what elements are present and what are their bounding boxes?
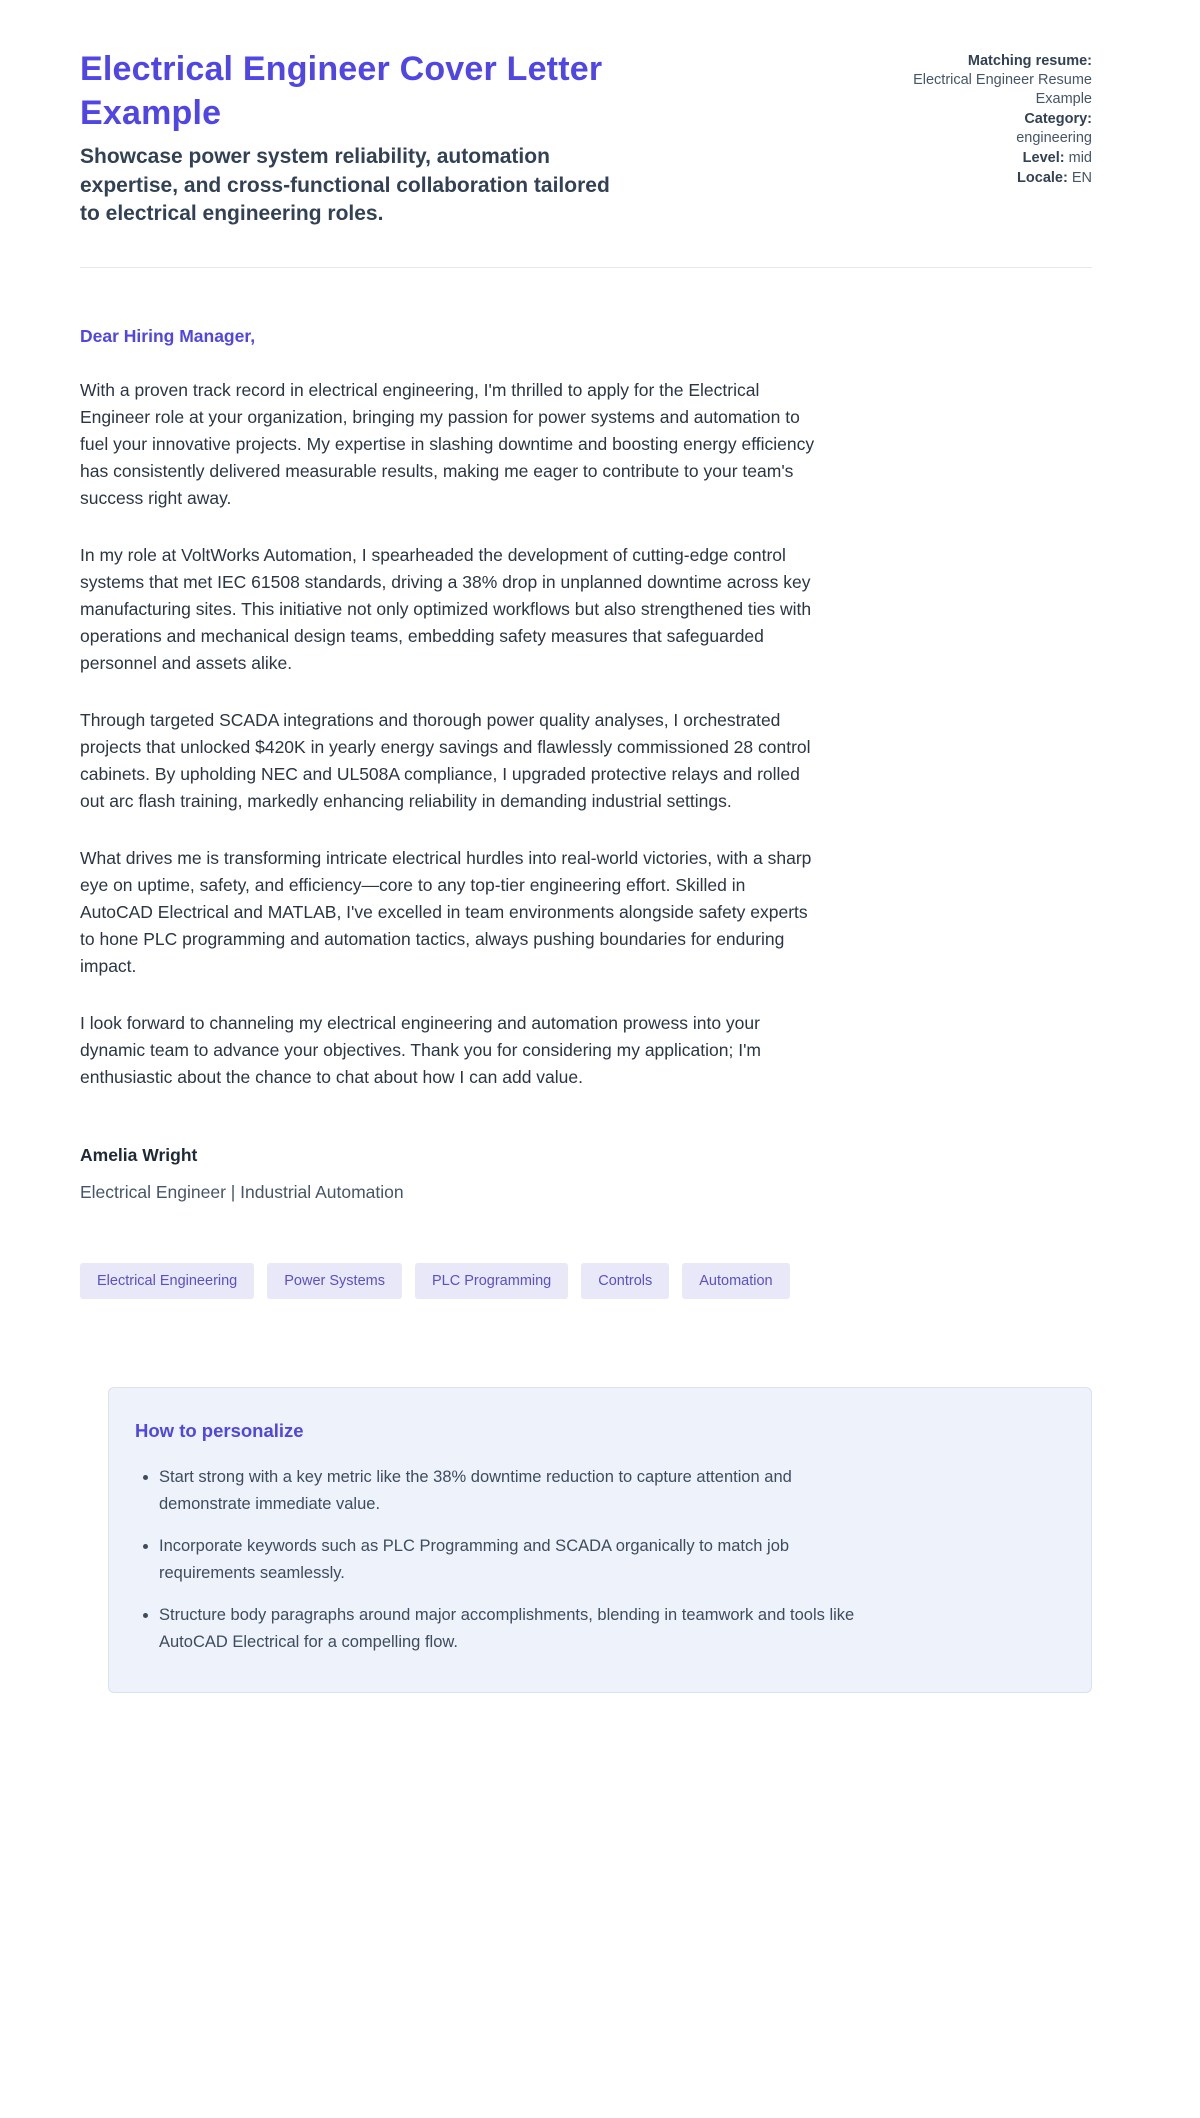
- personalize-tip: • Structure body paragraphs around major accomplishments, blending in teamwork and tools like AutoCAD Electrical for a compelling flow.: [159, 1602, 859, 1656]
- header-title-block: [80, 48, 740, 229]
- meta-matching-resume: [857, 52, 1092, 109]
- meta-locale: [857, 169, 1092, 188]
- page-subtitle: Showcase power system reliability, automation expertise, and cross-functional collaboration tailored to electrical engineering roles.: [80, 145, 610, 226]
- page-title: Electrical Engineer Cover Letter Example: [80, 50, 603, 132]
- meta-category-value: engineering: [1016, 130, 1092, 146]
- meta-level: [857, 149, 1092, 168]
- meta-matching-resume-value: Electrical Engineer Resume Example: [913, 72, 1092, 107]
- meta-matching-resume-label: Matching resume:: [967, 53, 1092, 69]
- letter-paragraph: With a proven track record in electrical engineering, I'm thrilled to apply for the Electrical Engineer role at your organization, bringing my passion for power systems and automation to fuel your innovative projects. My expertise in slashing downtime and boosting energy efficiency has consistently delivered measurable results, making me eager to contribute to your team's success right away.: [80, 379, 815, 508]
- tag-automation[interactable]: Automation: [682, 1263, 789, 1299]
- meta-panel: [857, 48, 1092, 189]
- meta-locale-value: EN: [1071, 170, 1092, 186]
- header-divider: [80, 267, 1092, 268]
- personalize-tip: • Incorporate keywords such as PLC Programming and SCADA organically to match job requirements seamlessly.: [159, 1533, 859, 1587]
- letter-paragraph: What drives me is transforming intricate electrical hurdles into real-world victories, with a sharp eye on uptime, safety, and efficiency—core to any top-tier engineering effort. Skilled in AutoCAD Electrical and MATLAB, I've excelled in team environments alongside safety experts to hone PLC programming and automation tactics, always pushing boundaries for enduring impact.: [80, 847, 812, 976]
- meta-locale-label: Locale:: [1017, 170, 1068, 186]
- tag-electrical-engineering[interactable]: Electrical Engineering: [80, 1263, 254, 1299]
- page-header: [80, 48, 1092, 229]
- signature-role: Electrical Engineer | Industrial Automation: [80, 1181, 404, 1202]
- tag-controls[interactable]: Controls: [581, 1263, 669, 1299]
- tag-power-systems[interactable]: Power Systems: [267, 1263, 402, 1299]
- letter-paragraph: I look forward to channeling my electrical engineering and automation prowess into your dynamic team to advance your objectives. Thank you for considering my application; I'm enthusiastic about the chance to chat about how I can add value.: [80, 1012, 761, 1087]
- how-to-personalize-heading: How to personalize: [135, 1419, 304, 1441]
- personalize-tip-list: [135, 1464, 1057, 1656]
- letter-salutation: Dear Hiring Manager,: [80, 325, 256, 346]
- letter-paragraph: In my role at VoltWorks Automation, I spearheaded the development of cutting-edge control systems that met IEC 61508 standards, driving a 38% drop in unplanned downtime across key manufacturing sites. This initiative not only optimized workflows but also strengthened ties with operations and mechanical design teams, embedding safety measures that safeguarded personnel and assets alike.: [80, 544, 812, 673]
- meta-level-label: Level:: [1022, 150, 1065, 166]
- tag-plc-programming[interactable]: PLC Programming: [415, 1263, 568, 1299]
- signature-name: Amelia Wright: [80, 1144, 198, 1165]
- cover-letter-page: [80, 0, 1092, 1693]
- meta-category: [857, 110, 1092, 148]
- meta-level-value: mid: [1068, 150, 1092, 166]
- letter-body: [80, 326, 1092, 1203]
- meta-category-label: Category:: [1024, 111, 1092, 127]
- how-to-personalize-box: [108, 1387, 1092, 1693]
- letter-paragraph: Through targeted SCADA integrations and thorough power quality analyses, I orchestrated projects that unlocked $420K in yearly energy savings and flawlessly commissioned 28 control cabinets. By upholding NEC and UL508A compliance, I upgraded protective relays and rolled out arc flash training, markedly enhancing reliability in demanding industrial settings.: [80, 709, 811, 811]
- tag-list: [80, 1263, 1092, 1299]
- personalize-tip: • Start strong with a key metric like the 38% downtime reduction to capture attention and demonstrate immediate value.: [159, 1464, 859, 1518]
